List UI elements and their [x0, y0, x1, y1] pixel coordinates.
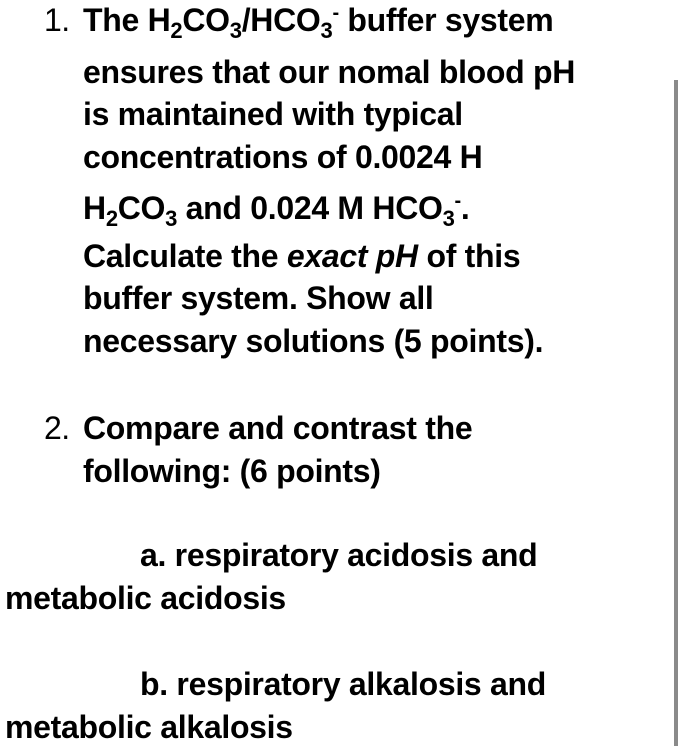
scrollbar[interactable]: [674, 80, 678, 746]
question-1-line-5: $H_2CO_3$ and 0.024 M $HCO_3^-$.: [83, 190, 470, 231]
question-1-line-7: buffer system. Show all: [83, 280, 434, 316]
question-2b-line-1: b. respiratory alkalosis and: [140, 666, 546, 702]
question-2-number: 2.: [44, 410, 70, 446]
question-2a-line-2: metabolic acidosis: [5, 580, 286, 616]
question-1-line-2: ensures that our nomal blood pH: [83, 54, 576, 90]
question-1-number: 1.: [44, 2, 70, 38]
question-2-line-1: Compare and contrast the: [83, 410, 473, 446]
question-1-line-1: The $H_2CO_3/HCO_3^-$ buffer system: [83, 2, 554, 43]
question-2b-line-2: metabolic alkalosis: [5, 709, 293, 745]
question-1-line-3: is maintained with typical: [83, 96, 463, 132]
question-1-line-4: concentrations of 0.0024 H: [83, 139, 483, 175]
question-2a-line-1: a. respiratory acidosis and: [140, 537, 538, 573]
question-1-line-6: Calculate the exact pH of this: [83, 238, 521, 274]
question-1-line-8: necessary solutions (5 points).: [83, 323, 544, 359]
question-2-line-2: following: (6 points): [83, 453, 381, 489]
